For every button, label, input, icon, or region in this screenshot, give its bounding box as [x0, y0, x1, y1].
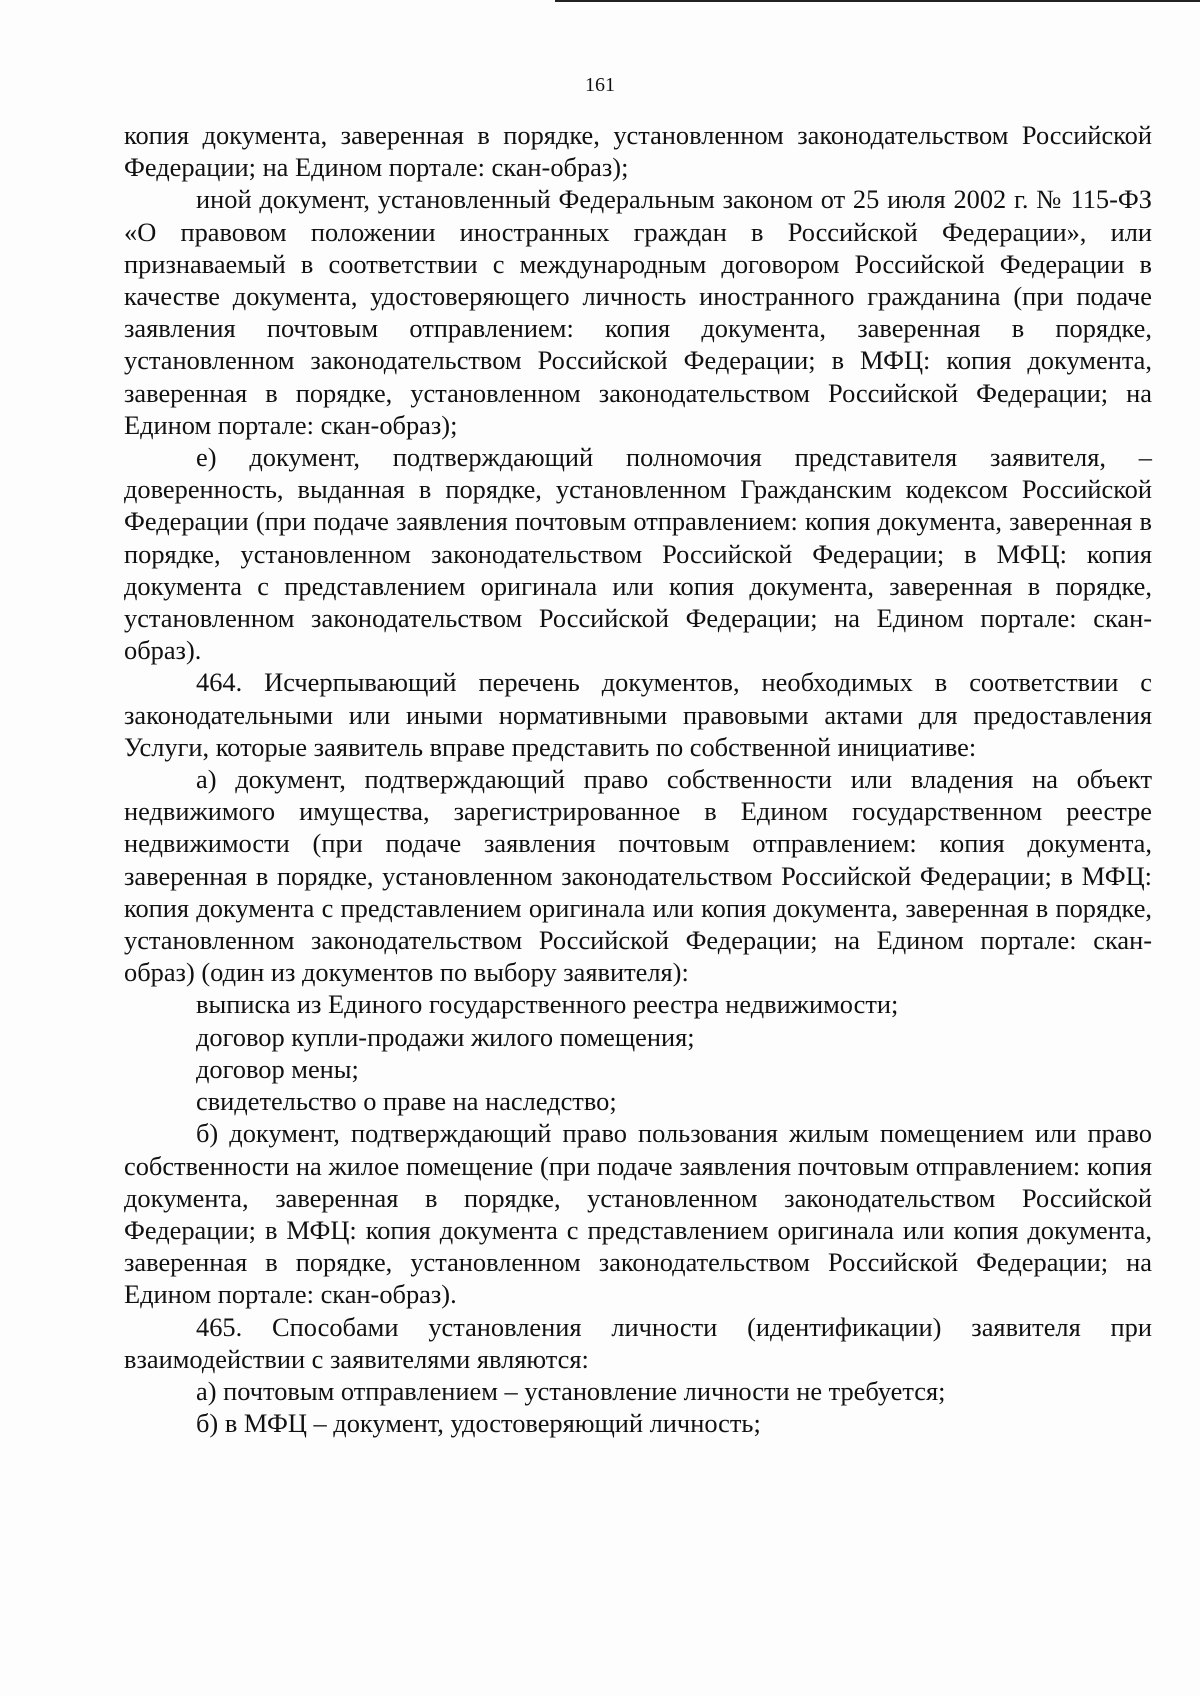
page-number: 161	[585, 74, 615, 96]
paragraph: б) документ, подтверждающий право пользования жилым помещением или право собственности на жилое помещение (при подаче заявления почтовым отправлением: копия документа, заверенная в порядке, установленном законодательством Российской Федерации; в МФЦ: копия документа с представлением оригинала или копия документа, заверенная в порядке, установленном законодательством Российской Федерации; на Едином портале: скан-образ).	[124, 1118, 1152, 1310]
scan-edge-line	[555, 0, 1200, 2]
document-body	[124, 119, 1152, 1439]
paragraph-465: 465. Способами установления личности (идентификации) заявителя при взаимодействии с заявителями являются:	[124, 1311, 1152, 1374]
list-item: а) почтовым отправлением – установление личности не требуется;	[196, 1375, 946, 1406]
paragraph: иной документ, установленный Федеральным законом от 25 июля 2002 г. № 115-ФЗ «О правовом положении иностранных граждан в Российской Федерации», или признаваемый в соответствии с международным договором Российской Федерации в качестве документа, удостоверяющего личность иностранного гражданина (при подаче заявления почтовым отправлением: копия документа, заверенная в порядке, установленном законодательством Российской Федерации; в МФЦ: копия документа, заверенная в порядке, установленном законодательством Российской Федерации; на Едином портале: скан-образ);	[124, 184, 1152, 440]
list-item: выписка из Единого государственного реестра недвижимости;	[196, 989, 899, 1020]
paragraph: а) документ, подтверждающий право собственности или владения на объект недвижимого имущества, зарегистрированное в Едином государственном реестре недвижимости (при подаче заявления почтовым отправлением: копия документа, заверенная в порядке, установленном законодательством Российской Федерации; в МФЦ: копия документа с представлением оригинала или копия документа, заверенная в порядке, установленном законодательством Российской Федерации; на Едином портале: скан-образ) (один из документов по выбору заявителя):	[124, 764, 1152, 988]
list-item: договор мены;	[196, 1053, 359, 1084]
paragraph: копия документа, заверенная в порядке, установленном законодательством Российской Федерации; на Едином портале: скан-образ);	[124, 120, 1152, 183]
list-item: свидетельство о праве на наследство;	[196, 1086, 617, 1117]
list-item: б) в МФЦ – документ, удостоверяющий личность;	[196, 1408, 761, 1439]
paragraph-464: 464. Исчерпывающий перечень документов, необходимых в соответствии с законодательными или иными нормативными правовыми актами для предоставления Услуги, которые заявитель вправе представить по собственной инициативе:	[124, 667, 1152, 762]
list-item: договор купли-продажи жилого помещения;	[196, 1021, 695, 1052]
paragraph: е) документ, подтверждающий полномочия представителя заявителя, – доверенность, выданная в порядке, установленном Гражданским кодексом Российской Федерации (при подаче заявления почтовым отправлением: копия документа, заверенная в порядке, установленном законодательством Российской Федерации; в МФЦ: копия документа с представлением оригинала или копия документа, заверенная в порядке, установленном законодательством Российской Федерации; на Едином портале: скан-образ).	[124, 442, 1152, 666]
